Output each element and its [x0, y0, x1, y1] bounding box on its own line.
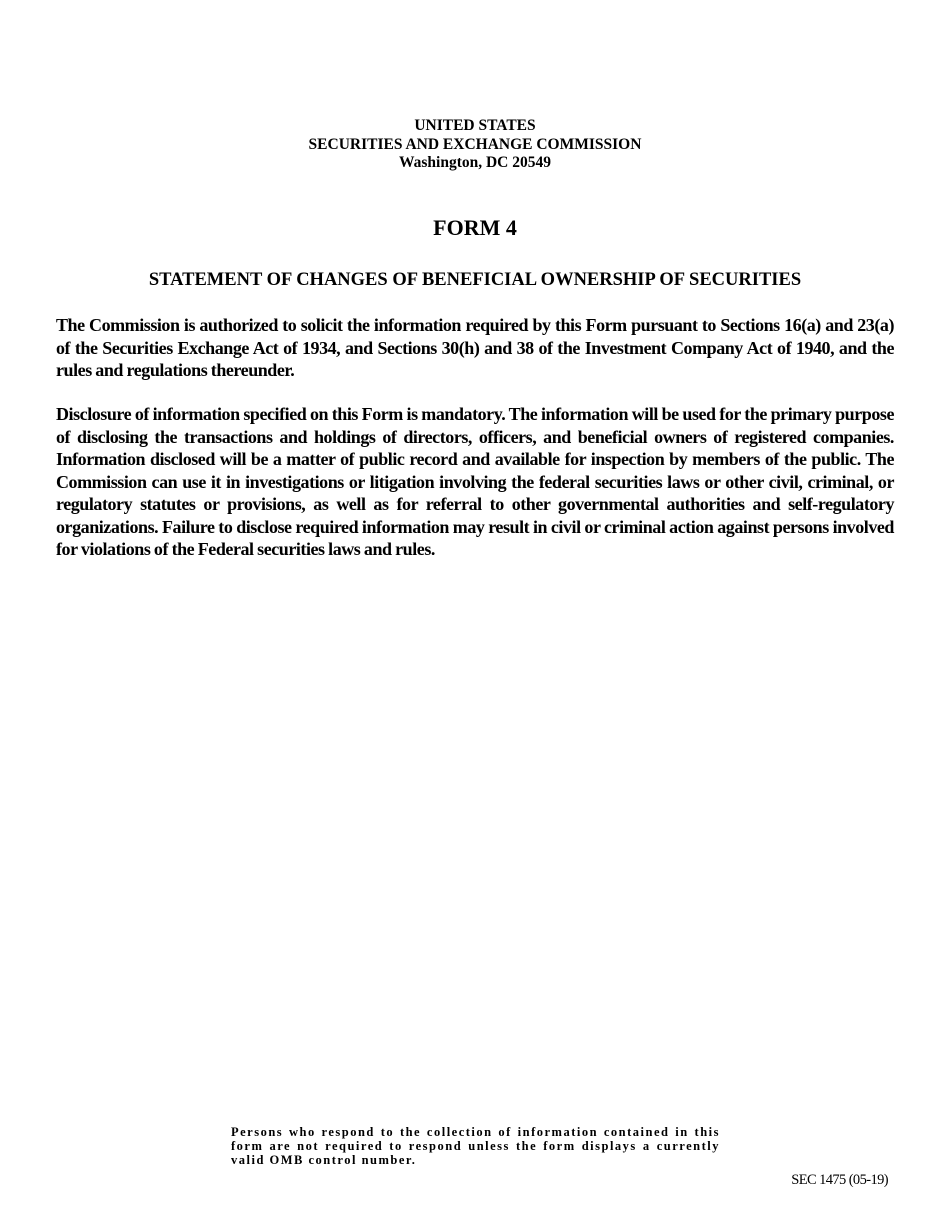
agency-country: UNITED STATES: [414, 117, 536, 134]
form-subtitle: STATEMENT OF CHANGES OF BENEFICIAL OWNERSHIP OF SECURITIES: [148, 270, 802, 290]
form-title: FORM 4: [433, 215, 517, 240]
form-number: SEC 1475 (05-19): [791, 1172, 888, 1188]
authority-paragraph: The Commission is authorized to solicit the information required by this Form pursuant to Sections 16(a) and 23(a) of the Securities Exchange Act of 1934, and Sections 30(h) and 38 of the Investment Company Act of 1940, and the rules and regulations thereunder.: [56, 315, 894, 380]
agency-address: Washington, DC 20549: [398, 154, 552, 171]
agency-name: SECURITIES AND EXCHANGE COMMISSION: [308, 135, 642, 153]
omb-notice: Persons who respond to the collection of information contained in this form are not required to respond unless the form displays a currently valid OMB control number.: [231, 1125, 720, 1167]
agency-header: [0, 117, 950, 173]
disclosure-paragraph: Disclosure of information specified on this Form is mandatory. The information will be used for the primary purpose of disclosing the transactions and holdings of directors, officers, and beneficial owners of registered companies. Information disclosed will be a matter of public record and available for inspection by members of the public. The Commission can use it in investigations or litigation involving the federal securities laws or other civil, criminal, or regulatory statutes or provisions, as well as for referral to other governmental authorities and self-regulatory organizations. Failure to disclose required information may result in civil or criminal action against persons involved for violations of the Federal securities laws and rules.: [56, 404, 894, 559]
